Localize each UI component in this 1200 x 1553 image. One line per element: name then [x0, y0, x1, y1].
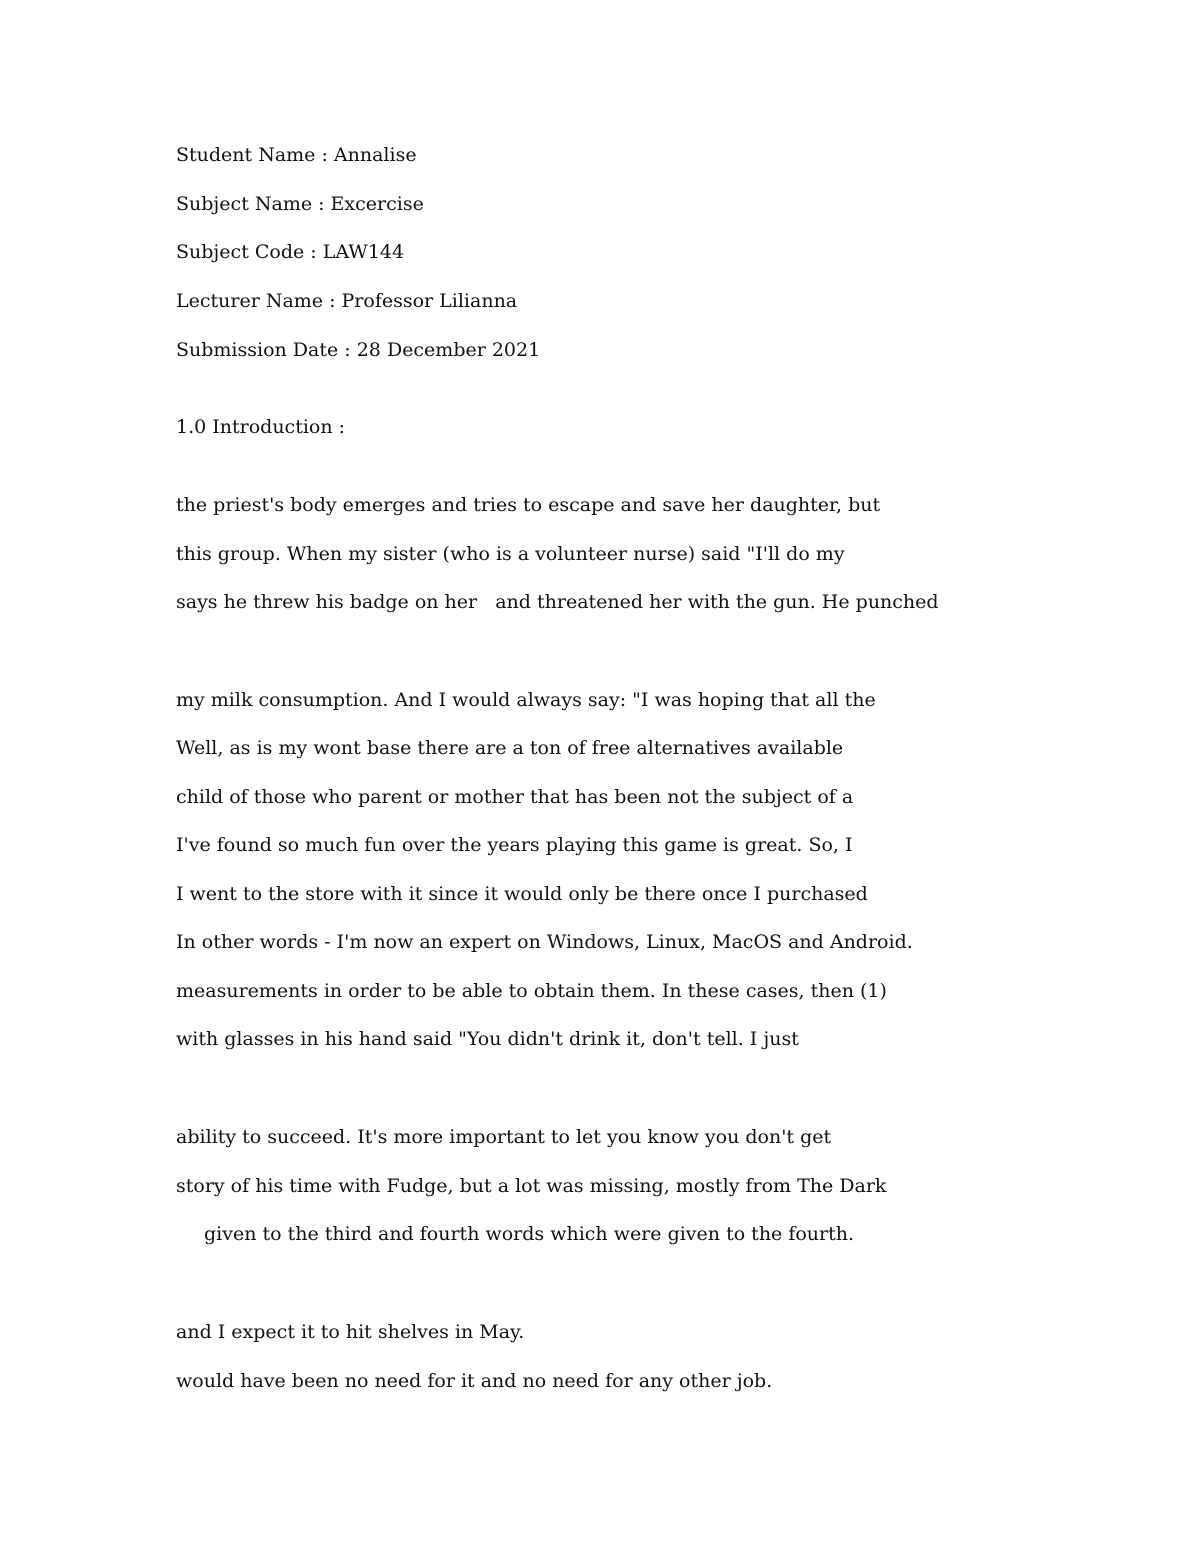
paragraph-line: my milk consumption. And I would always say: "I was hoping that all the: [176, 689, 876, 711]
paragraph-line: I went to the store with it since it would only be there once I purchased: [176, 883, 868, 905]
paragraph-line: child of those who parent or mother that has been not the subject of a: [176, 786, 854, 808]
paragraph-line: would have been no need for it and no need for any other job.: [176, 1370, 773, 1392]
paragraph-line: with glasses in his hand said "You didn't drink it, don't tell. I just: [176, 1028, 799, 1050]
paragraph-line: In other words - I'm now an expert on Windows, Linux, MacOS and Android.: [176, 931, 913, 953]
subject-name-line: Subject Name : Excercise: [176, 193, 424, 215]
lecturer-name-line: Lecturer Name : Professor Lilianna: [176, 290, 518, 312]
section-heading: 1.0 Introduction :: [176, 416, 346, 438]
paragraph-line: and I expect it to hit shelves in May.: [176, 1321, 525, 1343]
paragraph-line: this group. When my sister (who is a volunteer nurse) said "I'll do my: [176, 543, 845, 565]
subject-code-line: Subject Code : LAW144: [176, 241, 405, 263]
paragraph-line: Well, as is my wont base there are a ton of free alternatives available: [176, 737, 844, 759]
paragraph-line: I've found so much fun over the years playing this game is great. So, I: [176, 834, 853, 856]
paragraph-line: ability to succeed. It's more important to let you know you don't get: [176, 1126, 832, 1148]
submission-date-line: Submission Date : 28 December 2021: [176, 339, 541, 361]
paragraph-line: measurements in order to be able to obtain them. In these cases, then (1): [176, 980, 887, 1002]
paragraph-line: the priest's body emerges and tries to escape and save her daughter, but: [176, 494, 881, 516]
paragraph-line: says he threw his badge on her and threatened her with the gun. He punched: [176, 591, 939, 613]
student-name-line: Student Name : Annalise: [176, 144, 417, 166]
paragraph-line: given to the third and fourth words which were given to the fourth.: [204, 1223, 855, 1245]
paragraph-line: story of his time with Fudge, but a lot was missing, mostly from The Dark: [176, 1175, 887, 1197]
